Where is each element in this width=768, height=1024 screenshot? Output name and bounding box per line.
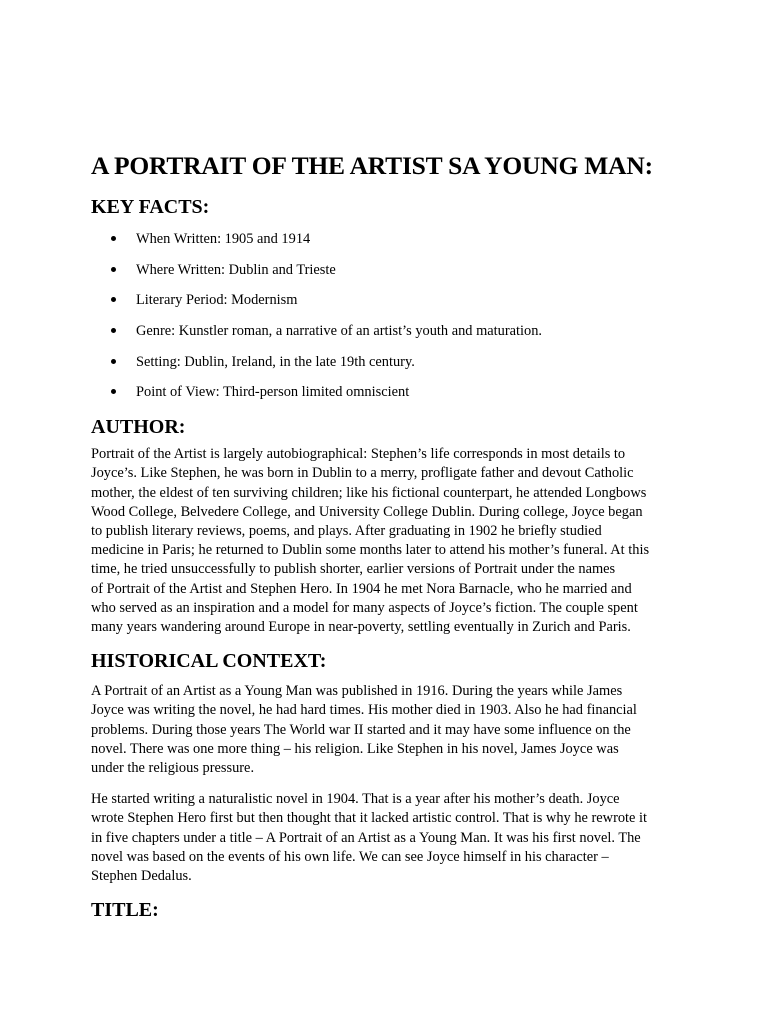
bullet-icon xyxy=(111,267,116,272)
text-line: problems. During those years The World war II started and it may have some influence on the xyxy=(91,721,631,738)
list-item xyxy=(91,261,677,279)
bullet-icon xyxy=(111,359,116,364)
text-line: Joyce’s. Like Stephen, he was born in Dublin to a merry, profligate father and devout Catholic xyxy=(91,465,634,482)
list-item-text: Where Written: Dublin and Trieste xyxy=(136,261,336,278)
text-line: under the religious pressure. xyxy=(91,759,255,776)
title-heading: TITLE: xyxy=(91,899,159,922)
list-item xyxy=(91,291,677,309)
text-line: in five chapters under a title – A Portrait of an Artist as a Young Man. It was his first novel. The xyxy=(91,829,641,846)
text-line: A Portrait of an Artist as a Young Man was published in 1916. During the years while James xyxy=(91,683,623,700)
bullet-icon xyxy=(111,297,116,302)
author-heading: AUTHOR: xyxy=(91,416,186,439)
document-page xyxy=(91,150,677,923)
text-line: Stephen Dedalus. xyxy=(91,867,192,884)
historical-context-paragraph-1 xyxy=(91,682,677,778)
text-line: He started writing a naturalistic novel in 1904. That is a year after his mother’s death. Joyce xyxy=(91,791,620,808)
text-line: many years wandering around Europe in near-poverty, settling eventually in Zurich and Paris. xyxy=(91,618,631,635)
list-item-text: Genre: Kunstler roman, a narrative of an artist’s youth and maturation. xyxy=(136,323,543,340)
text-line: time, he tried unsuccessfully to publish shorter, earlier versions of Portrait under the names xyxy=(91,561,616,578)
text-line: novel was based on the events of his own life. We can see Joyce himself in his character – xyxy=(91,848,609,865)
list-item xyxy=(91,322,677,340)
text-line: Portrait of the Artist is largely autobiographical: Stephen’s life corresponds in most details to xyxy=(91,446,626,463)
text-line: mother, the eldest of ten surviving children; like his fictional counterpart, he attended Longbows xyxy=(91,484,647,501)
text-line: wrote Stephen Hero first but then thought that it lacked artistic control. That is why he rewrote it xyxy=(91,810,648,827)
document-title: A PORTRAIT OF THE ARTIST SA YOUNG MAN: xyxy=(91,151,653,180)
bullet-icon xyxy=(111,389,116,394)
text-line: medicine in Paris; he returned to Dublin some months later to attend his mother’s funeral. At this xyxy=(91,542,650,559)
list-item-text: Point of View: Third-person limited omniscient xyxy=(136,384,410,401)
text-line: to publish literary reviews, poems, and plays. After graduating in 1902 he briefly studied xyxy=(91,522,602,539)
key-facts-list xyxy=(91,230,677,401)
list-item-text: When Written: 1905 and 1914 xyxy=(136,231,311,247)
historical-context-paragraph-2 xyxy=(91,790,677,886)
list-item xyxy=(91,230,677,248)
text-line: Joyce was writing the novel, he had hard times. His mother died in 1903. Also he had financial xyxy=(91,702,637,719)
text-line: novel. There was one more thing – his religion. Like Stephen in his novel, James Joyce was xyxy=(91,740,619,757)
key-facts-heading: KEY FACTS: xyxy=(91,196,210,218)
bullet-icon xyxy=(111,236,116,241)
list-item-text: Setting: Dublin, Ireland, in the late 19th century. xyxy=(136,353,415,370)
text-line: Wood College, Belvedere College, and University College Dublin. During college, Joyce began xyxy=(91,503,643,520)
list-item xyxy=(91,383,677,401)
list-item-text: Literary Period: Modernism xyxy=(136,292,298,309)
author-paragraph xyxy=(91,445,677,637)
bullet-icon xyxy=(111,328,116,333)
historical-context-heading: HISTORICAL CONTEXT: xyxy=(91,650,327,673)
list-item xyxy=(91,353,677,371)
text-line: of Portrait of the Artist and Stephen Hero. In 1904 he met Nora Barnacle, who he married and xyxy=(91,580,632,597)
text-line: who served as an inspiration and a model for many aspects of Joyce’s fiction. The couple spent xyxy=(91,599,638,616)
